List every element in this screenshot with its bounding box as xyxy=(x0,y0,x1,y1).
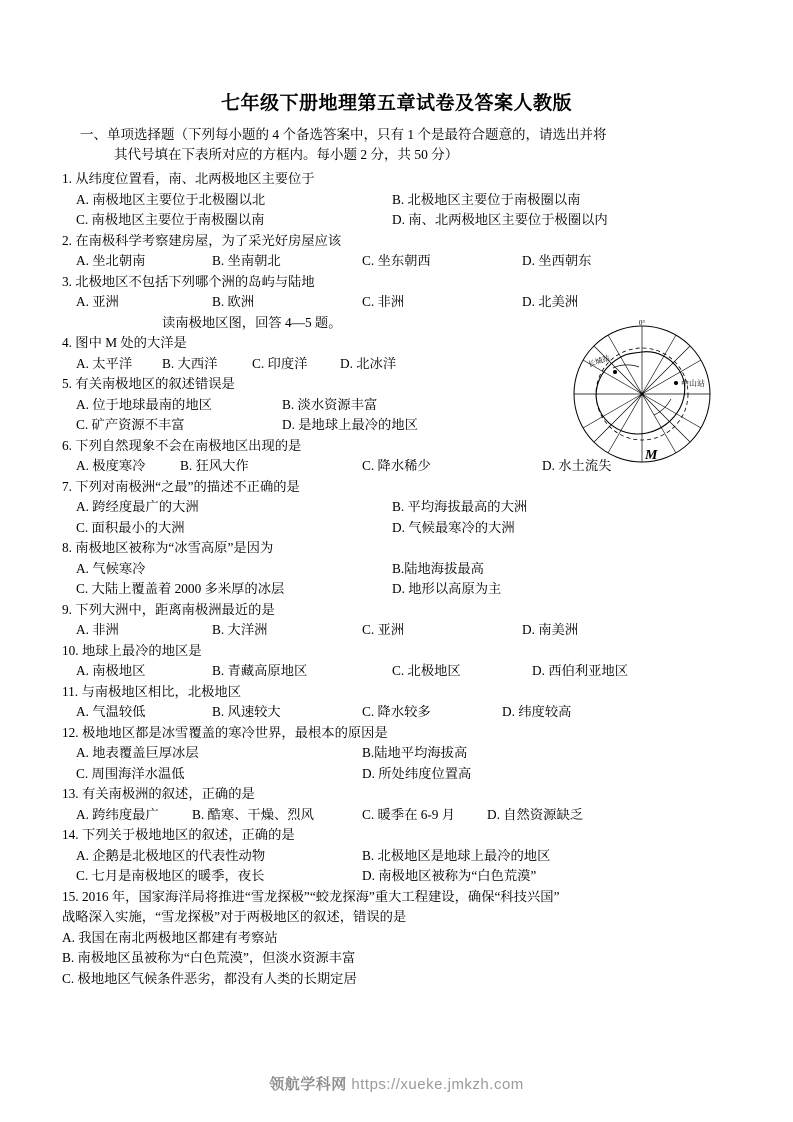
option-c[interactable]: C. 大陆上覆盖着 2000 多米厚的冰层 xyxy=(76,581,285,596)
option-a[interactable]: A. 跨经度最广的大洲 xyxy=(76,499,199,514)
question-stem: 8. 南极地区被称为“冰雪高原”是因为 xyxy=(62,540,274,555)
option-b[interactable]: B. 酷寒、干燥、烈风 xyxy=(192,806,314,822)
option-b[interactable]: B. 大洋洲 xyxy=(212,622,268,637)
svg-text:0°: 0° xyxy=(638,320,646,327)
question-stem: 14. 下列关于极地地区的叙述，正确的是 xyxy=(62,827,295,842)
option-a[interactable]: A. 我国在南北两极地区都建有考察站 xyxy=(62,929,278,945)
option-b[interactable]: B.陆地海拔最高 xyxy=(392,560,484,576)
option-a[interactable]: A. 南极地区 xyxy=(76,663,146,678)
option-c[interactable]: C. 周围海洋水温低 xyxy=(76,765,185,781)
question-stem: 6. 下列自然现象不会在南极地区出现的是 xyxy=(62,437,302,453)
question-options xyxy=(62,620,731,641)
antarctic-map-svg xyxy=(553,320,731,472)
option-a[interactable]: A. 气候寒冷 xyxy=(76,560,146,576)
section-heading-line2: 其代号填在下表所对应的方框内。每小题 2 分，共 50 分） xyxy=(114,147,459,162)
question-options xyxy=(62,210,731,231)
question-stem: 10. 地球上最冷的地区是 xyxy=(62,642,202,658)
svg-text:长城站: 长城站 xyxy=(586,353,612,369)
option-b[interactable]: B. 坐南朝北 xyxy=(212,253,281,268)
option-d[interactable]: D. 气候最寒冷的大洲 xyxy=(392,519,515,535)
question-stem: 2. 在南极科学考察建房屋，为了采光好房屋应该 xyxy=(62,232,342,248)
svg-text:中山站: 中山站 xyxy=(681,379,705,388)
question-options xyxy=(62,497,731,518)
option-c[interactable]: C. 降水稀少 xyxy=(362,458,431,473)
option-d[interactable]: D. 北美洲 xyxy=(522,294,579,309)
question-stem: 1. 从纬度位置看，南、北两极地区主要位于 xyxy=(62,171,315,186)
option-a[interactable]: A. 企鹅是北极地区的代表性动物 xyxy=(76,847,266,863)
option-b[interactable]: B. 狂风大作 xyxy=(180,458,249,473)
option-c[interactable]: C. 暖季在 6-9 月 xyxy=(362,806,456,822)
question-options xyxy=(62,743,731,764)
option-c[interactable]: C. 矿产资源不丰富 xyxy=(76,417,185,432)
option-a[interactable]: A. 气温较低 xyxy=(76,704,146,719)
question-stem: 15. 2016 年，国家海洋局将推进“雪龙探极”“蛟龙探海”重大工程建设，确保“科技兴国” xyxy=(62,888,560,904)
option-c[interactable]: C. 七月是南极地区的暖季，夜长 xyxy=(76,868,265,883)
page-title: 七年级下册地理第五章试卷及答案人教版 xyxy=(220,93,572,114)
option-c[interactable]: C. 坐东朝西 xyxy=(362,253,431,268)
option-d[interactable]: D. 西伯利亚地区 xyxy=(532,663,629,678)
option-c[interactable]: C. 南极地区主要位于南极圈以南 xyxy=(76,212,265,227)
option-d[interactable]: D. 纬度较高 xyxy=(502,704,572,719)
option-b[interactable]: B. 淡水资源丰富 xyxy=(282,396,378,412)
question-options xyxy=(62,292,731,313)
watermark xyxy=(0,1073,793,1094)
option-d[interactable]: D. 地形以高原为主 xyxy=(392,581,502,596)
question-stem: 4. 图中 M 处的大洋是 xyxy=(62,335,187,350)
question-options xyxy=(62,518,731,539)
option-d[interactable]: D. 是地球上最冷的地区 xyxy=(282,417,418,432)
option-c[interactable]: C. 极地地区气候条件恶劣，都没有人类的长期定居 xyxy=(62,970,357,986)
option-b[interactable]: B. 北极地区是地球上最冷的地区 xyxy=(362,847,551,863)
option-a[interactable]: A. 亚洲 xyxy=(76,294,119,309)
option-d[interactable]: D. 水土流失 xyxy=(542,458,612,473)
question-stem: 3. 北极地区不包括下列哪个洲的岛屿与陆地 xyxy=(62,273,315,289)
option-b[interactable]: B. 北极地区主要位于南极圈以南 xyxy=(392,191,581,207)
option-b[interactable]: B. 大西洋 xyxy=(162,355,218,371)
option-c[interactable]: C. 非洲 xyxy=(362,294,405,309)
section-heading xyxy=(62,125,731,165)
question-stem-continued: 战略深入实施，“雪龙探极”对于两极地区的叙述，错误的是 xyxy=(62,909,407,924)
option-a[interactable]: A. 位于地球最南的地区 xyxy=(76,396,212,412)
question-options xyxy=(62,702,731,723)
option-a[interactable]: A. 非洲 xyxy=(76,622,119,637)
question-options xyxy=(62,190,731,211)
option-b[interactable]: B.陆地平均海拔高 xyxy=(362,745,468,760)
watermark-brand: 领航学科网 xyxy=(269,1076,347,1093)
option-a[interactable]: A. 地表覆盖巨厚冰层 xyxy=(76,745,199,760)
option-b[interactable]: B. 南极地区虽被称为“白色荒漠”，但淡水资源丰富 xyxy=(62,950,356,965)
option-a[interactable]: A. 跨纬度最广 xyxy=(76,806,159,822)
option-c[interactable]: C. 降水较多 xyxy=(362,704,431,719)
option-b[interactable]: B. 青藏高原地区 xyxy=(212,663,308,678)
option-d[interactable]: D. 南极地区被称为“白色荒漠” xyxy=(362,868,537,883)
question-options xyxy=(62,764,731,785)
option-a[interactable]: A. 南极地区主要位于北极圈以北 xyxy=(76,191,266,207)
figure-label-m: M xyxy=(645,448,658,463)
option-b[interactable]: B. 风速较大 xyxy=(212,704,281,719)
question-stem: 12. 极地地区都是冰雪覆盖的寒冷世界，最根本的原因是 xyxy=(62,724,388,740)
option-d[interactable]: D. 北冰洋 xyxy=(340,355,397,371)
option-a[interactable]: A. 坐北朝南 xyxy=(76,253,146,268)
option-a[interactable]: A. 极度寒冷 xyxy=(76,458,146,473)
option-d[interactable]: D. 所处纬度位置高 xyxy=(362,765,472,781)
option-c[interactable]: C. 北极地区 xyxy=(392,663,461,678)
section-heading-line1: 一、单项选择题（下列每小题的 4 个备选答案中，只有 1 个是最符合题意的，请选出并将 xyxy=(80,127,607,142)
question-options xyxy=(62,251,731,272)
question-options xyxy=(62,846,731,867)
question-stem: 13. 有关南极洲的叙述，正确的是 xyxy=(62,786,255,801)
question-options xyxy=(62,866,731,887)
option-b[interactable]: B. 平均海拔最高的大洲 xyxy=(392,499,528,514)
antarctic-map-figure xyxy=(553,320,731,472)
question-stem: 5. 有关南极地区的叙述错误是 xyxy=(62,376,235,391)
option-c[interactable]: C. 面积最小的大洲 xyxy=(76,519,185,535)
option-d[interactable]: D. 南美洲 xyxy=(522,622,579,637)
question-options xyxy=(62,559,731,580)
question-stem: 9. 下列大洲中，距离南极洲最近的是 xyxy=(62,601,275,617)
option-d[interactable]: D. 南、北两极地区主要位于极圈以内 xyxy=(392,212,608,227)
option-d[interactable]: D. 自然资源缺乏 xyxy=(487,806,584,822)
question-options xyxy=(62,579,731,600)
option-d[interactable]: D. 坐西朝东 xyxy=(522,253,592,268)
option-c[interactable]: C. 亚洲 xyxy=(362,622,405,637)
watermark-url: https://xueke.jmkzh.com xyxy=(351,1076,524,1093)
option-c[interactable]: C. 印度洋 xyxy=(252,355,308,371)
option-b[interactable]: B. 欧洲 xyxy=(212,294,255,309)
question-options xyxy=(62,805,731,826)
question-stem: 11. 与南极地区相比，北极地区 xyxy=(62,683,242,699)
reading-note: 读南极地区图，回答 4—5 题。 xyxy=(162,314,342,330)
question-options xyxy=(62,661,731,682)
question-stem: 7. 下列对南极洲“之最”的描述不正确的是 xyxy=(62,478,300,494)
option-a[interactable]: A. 太平洋 xyxy=(76,355,133,371)
